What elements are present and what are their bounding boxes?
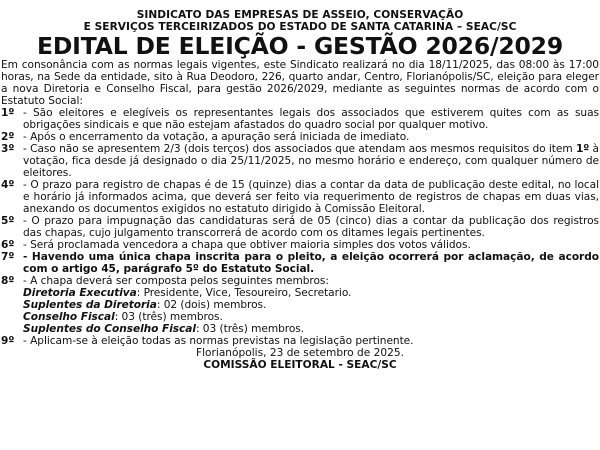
member-suplentes-diretoria bbox=[1, 299, 599, 311]
org-name-line-1: SINDICATO DAS EMPRESAS DE ASSEIO, CONSERVAÇÃO bbox=[136, 9, 464, 21]
item-text bbox=[23, 143, 599, 179]
item-number: 5º bbox=[1, 215, 15, 227]
header bbox=[1, 0, 599, 58]
item-number: 9º bbox=[1, 335, 15, 347]
item-3 bbox=[1, 143, 599, 179]
item-reference: 1º bbox=[575, 143, 590, 155]
item-number: 2º bbox=[1, 131, 15, 143]
org-name-line-2: E SERVIÇOS TERCEIRIZADOS DO ESTADO DE SANTA CATARINA – SEAC/SC bbox=[83, 21, 517, 33]
item-5 bbox=[1, 215, 599, 239]
signature: COMISSÃO ELEITORAL - SEAC/SC bbox=[203, 359, 397, 371]
item-number: 1º bbox=[1, 107, 15, 119]
item-text: - O prazo para registro de chapas é de 15 (quinze) dias a contar da data de publicação deste edital, no local e horário já informados acima, que deverá ser feito via requerimento de registros de chapas em duas vias, anexando os documentos exigidos no estatuto dirigido à Comissão Eleitoral. bbox=[23, 179, 599, 215]
member-diretoria-executiva bbox=[1, 287, 599, 299]
item-number: 6º bbox=[1, 239, 15, 251]
item-text: - Aplicam-se à eleição todas as normas previstas na legislação pertinente. bbox=[23, 335, 414, 347]
item-text: - Havendo uma única chapa inscrita para o pleito, a eleição ocorrerá por aclamação, de acordo com o artigo 45, parágrafo 5º do Estatuto Social. bbox=[23, 251, 599, 275]
member-suplentes-conselho bbox=[1, 323, 599, 335]
item-text: - O prazo para impugnação das candidaturas será de 05 (cinco) dias a contar da publicação dos registros das chapas, cujo julgamento transcorrerá de acordo com os ditames legais pertinentes. bbox=[23, 215, 599, 239]
document-title: EDITAL DE ELEIÇÃO - GESTÃO 2026/2029 bbox=[37, 32, 563, 60]
member-value: : 03 (três) membros. bbox=[195, 323, 305, 335]
member-value: : Presidente, Vice, Tesoureiro, Secretario. bbox=[136, 287, 352, 299]
item-text-part: à votação, fica desde já designado o dia 25/11/2025, no mesmo horário e endereço, com qualquer número de eleitores. bbox=[23, 143, 599, 179]
item-2 bbox=[1, 131, 599, 143]
item-8 bbox=[1, 275, 599, 287]
item-text: - Após o encerramento da votação, a apuração será iniciada de imediato. bbox=[23, 131, 410, 143]
member-value: : 02 (dois) membros. bbox=[156, 299, 267, 311]
document-body bbox=[1, 59, 599, 347]
item-text: - A chapa deverá ser composta pelos seguintes membros: bbox=[23, 275, 329, 287]
item-text-part: - Caso não se apresentem 2/3 (dois terços) dos associados que atendam aos mesmos requisitos do item bbox=[23, 143, 576, 155]
member-value: : 03 (três) membros. bbox=[114, 311, 223, 323]
member-label: Suplentes do Conselho Fiscal bbox=[23, 323, 196, 335]
member-label: Suplentes da Diretoria bbox=[23, 299, 157, 311]
item-6 bbox=[1, 239, 599, 251]
item-number: 4º bbox=[1, 179, 15, 191]
footer bbox=[1, 347, 599, 371]
member-conselho-fiscal bbox=[1, 311, 599, 323]
item-text: - Será proclamada vencedora a chapa que obtiver maioria simples dos votos válidos. bbox=[23, 239, 471, 251]
place-date: Florianópolis, 23 de setembro de 2025. bbox=[196, 347, 404, 359]
intro-paragraph: Em consonância com as normas legais vigentes, este Sindicato realizará no dia 18/11/2025, das 08:00 às 17:00 horas, na Sede da entidade, sito à Rua Deodoro, 226, quarto andar, Centro, Florianópolis/SC, eleição para eleger a nova Diretoria e Conselho Fiscal, para gestão 2026/2029, mediante as seguintes normas de acordo com o Estatuto Social: bbox=[1, 59, 599, 107]
item-number: 7º bbox=[1, 251, 15, 263]
member-label: Conselho Fiscal bbox=[23, 311, 115, 323]
item-9 bbox=[1, 335, 599, 347]
item-number: 3º bbox=[1, 143, 15, 155]
member-label: Diretoria Executiva bbox=[23, 287, 137, 299]
item-number: 8º bbox=[1, 275, 15, 287]
item-text: - São eleitores e elegíveis os representantes legais dos associados que estiverem quites com as suas obrigações sindicais e que não estejam afastados do quadro social por qualquer motivo. bbox=[23, 107, 599, 131]
item-7 bbox=[1, 251, 599, 275]
item-4 bbox=[1, 179, 599, 215]
item-1 bbox=[1, 107, 599, 131]
